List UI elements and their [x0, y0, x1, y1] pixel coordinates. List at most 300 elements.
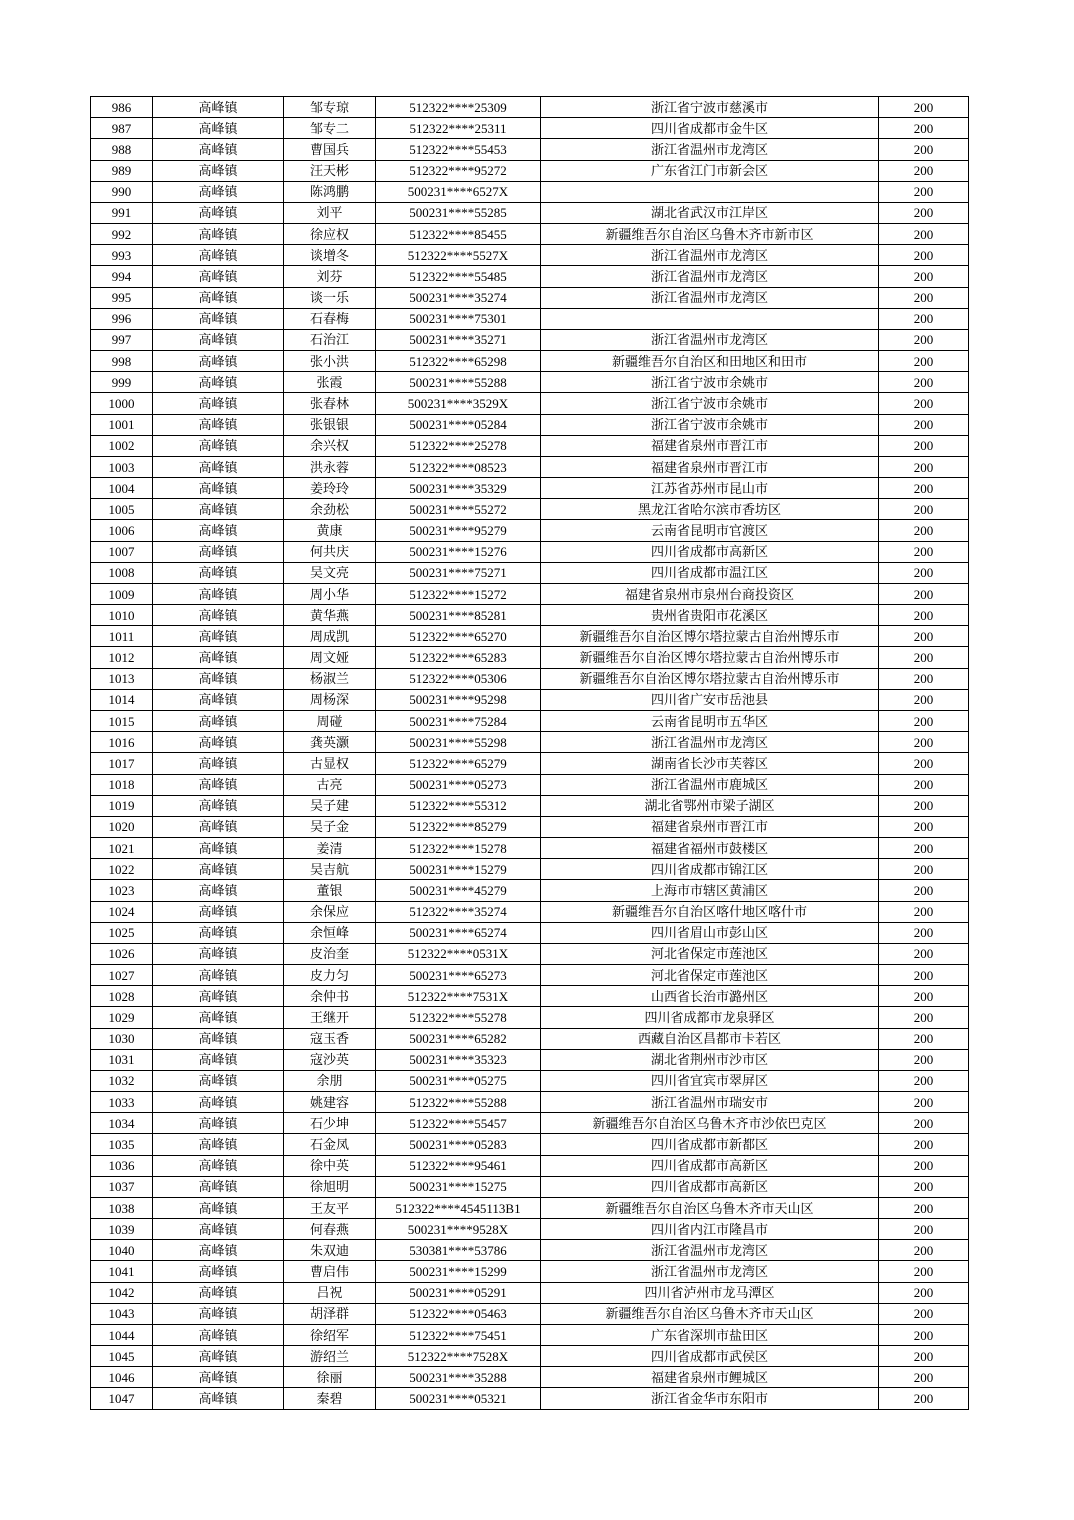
- cell-region: 浙江省宁波市慈溪市: [541, 97, 879, 118]
- cell-id-number: 512322****85455: [376, 224, 541, 245]
- cell-id-number: 500231****05291: [376, 1282, 541, 1303]
- cell-amount: 200: [879, 816, 969, 837]
- cell-amount: 200: [879, 1070, 969, 1091]
- table-row: [91, 1049, 969, 1070]
- cell-town: 高峰镇: [153, 901, 284, 922]
- table-row: [91, 1367, 969, 1388]
- cell-amount: 200: [879, 1176, 969, 1197]
- cell-amount: 200: [879, 456, 969, 477]
- cell-amount: 200: [879, 245, 969, 266]
- cell-person-name: 邹专二: [284, 118, 376, 139]
- cell-amount: 200: [879, 1049, 969, 1070]
- table-row: [91, 139, 969, 160]
- cell-id-number: 500231****05283: [376, 1134, 541, 1155]
- cell-amount: 200: [879, 1303, 969, 1324]
- cell-serial: 1027: [91, 965, 153, 986]
- cell-region: 福建省福州市鼓楼区: [541, 838, 879, 859]
- cell-town: 高峰镇: [153, 689, 284, 710]
- table-row: [91, 1388, 969, 1410]
- cell-town: 高峰镇: [153, 202, 284, 223]
- cell-region: 湖南省长沙市芙蓉区: [541, 753, 879, 774]
- cell-region: 四川省成都市龙泉驿区: [541, 1007, 879, 1028]
- table-row: [91, 859, 969, 880]
- cell-serial: 1003: [91, 456, 153, 477]
- cell-town: 高峰镇: [153, 1219, 284, 1240]
- cell-amount: 200: [879, 922, 969, 943]
- cell-serial: 996: [91, 308, 153, 329]
- cell-serial: 1008: [91, 562, 153, 583]
- records-table: [90, 96, 969, 1410]
- cell-id-number: 512322****65298: [376, 351, 541, 372]
- cell-serial: 995: [91, 287, 153, 308]
- cell-id-number: 512322****05306: [376, 668, 541, 689]
- cell-region: [541, 308, 879, 329]
- cell-person-name: 石治江: [284, 329, 376, 350]
- cell-town: 高峰镇: [153, 880, 284, 901]
- cell-person-name: 王友平: [284, 1197, 376, 1218]
- cell-region: [541, 181, 879, 202]
- cell-person-name: 石金凤: [284, 1134, 376, 1155]
- cell-serial: 1018: [91, 774, 153, 795]
- table-row: [91, 1092, 969, 1113]
- table-row: [91, 605, 969, 626]
- cell-town: 高峰镇: [153, 965, 284, 986]
- cell-region: 四川省成都市武侯区: [541, 1346, 879, 1367]
- table-row: [91, 520, 969, 541]
- cell-id-number: 500231****05321: [376, 1388, 541, 1410]
- cell-serial: 1004: [91, 478, 153, 499]
- cell-serial: 1035: [91, 1134, 153, 1155]
- cell-town: 高峰镇: [153, 266, 284, 287]
- cell-region: 四川省成都市新都区: [541, 1134, 879, 1155]
- cell-id-number: 500231****55298: [376, 732, 541, 753]
- cell-id-number: 512322****95461: [376, 1155, 541, 1176]
- cell-region: 江苏省苏州市昆山市: [541, 478, 879, 499]
- cell-amount: 200: [879, 287, 969, 308]
- cell-id-number: 512322****7531X: [376, 986, 541, 1007]
- cell-serial: 1043: [91, 1303, 153, 1324]
- cell-person-name: 余朋: [284, 1070, 376, 1091]
- cell-region: 浙江省温州市鹿城区: [541, 774, 879, 795]
- cell-id-number: 500231****35323: [376, 1049, 541, 1070]
- table-row: [91, 795, 969, 816]
- cell-id-number: 500231****35329: [376, 478, 541, 499]
- cell-person-name: 寇沙英: [284, 1049, 376, 1070]
- cell-serial: 1031: [91, 1049, 153, 1070]
- cell-person-name: 张霞: [284, 372, 376, 393]
- cell-id-number: 500231****55288: [376, 372, 541, 393]
- cell-id-number: 500231****6527X: [376, 181, 541, 202]
- cell-id-number: 500231****05273: [376, 774, 541, 795]
- cell-person-name: 黄华燕: [284, 605, 376, 626]
- table-row: [91, 1070, 969, 1091]
- cell-serial: 1022: [91, 859, 153, 880]
- cell-serial: 986: [91, 97, 153, 118]
- table-row: [91, 922, 969, 943]
- cell-person-name: 徐旭明: [284, 1176, 376, 1197]
- cell-serial: 993: [91, 245, 153, 266]
- table-row: [91, 710, 969, 731]
- cell-town: 高峰镇: [153, 1324, 284, 1345]
- cell-amount: 200: [879, 1367, 969, 1388]
- cell-person-name: 石春梅: [284, 308, 376, 329]
- cell-town: 高峰镇: [153, 308, 284, 329]
- cell-person-name: 游绍兰: [284, 1346, 376, 1367]
- cell-serial: 1026: [91, 943, 153, 964]
- cell-region: 四川省眉山市彭山区: [541, 922, 879, 943]
- cell-region: 浙江省温州市龙湾区: [541, 329, 879, 350]
- cell-town: 高峰镇: [153, 710, 284, 731]
- cell-serial: 1009: [91, 583, 153, 604]
- cell-person-name: 寇玉香: [284, 1028, 376, 1049]
- cell-amount: 200: [879, 647, 969, 668]
- table-row: [91, 181, 969, 202]
- cell-town: 高峰镇: [153, 1388, 284, 1410]
- cell-person-name: 洪永蓉: [284, 456, 376, 477]
- cell-serial: 1016: [91, 732, 153, 753]
- cell-amount: 200: [879, 1113, 969, 1134]
- cell-region: 四川省成都市温江区: [541, 562, 879, 583]
- cell-id-number: 500231****3529X: [376, 393, 541, 414]
- cell-serial: 1025: [91, 922, 153, 943]
- cell-amount: 200: [879, 181, 969, 202]
- cell-town: 高峰镇: [153, 478, 284, 499]
- cell-town: 高峰镇: [153, 456, 284, 477]
- cell-town: 高峰镇: [153, 160, 284, 181]
- table-row: [91, 668, 969, 689]
- cell-region: 上海市市辖区黄浦区: [541, 880, 879, 901]
- cell-id-number: 512322****65279: [376, 753, 541, 774]
- cell-town: 高峰镇: [153, 732, 284, 753]
- table-row: [91, 943, 969, 964]
- table-row: [91, 478, 969, 499]
- cell-serial: 988: [91, 139, 153, 160]
- cell-id-number: 512322****05463: [376, 1303, 541, 1324]
- table-row: [91, 393, 969, 414]
- cell-amount: 200: [879, 1219, 969, 1240]
- cell-person-name: 黄康: [284, 520, 376, 541]
- cell-person-name: 古亮: [284, 774, 376, 795]
- cell-serial: 1030: [91, 1028, 153, 1049]
- table-row: [91, 774, 969, 795]
- cell-id-number: 500231****35288: [376, 1367, 541, 1388]
- cell-amount: 200: [879, 97, 969, 118]
- cell-id-number: 512322****25278: [376, 435, 541, 456]
- cell-town: 高峰镇: [153, 372, 284, 393]
- table-row: [91, 1282, 969, 1303]
- cell-amount: 200: [879, 160, 969, 181]
- cell-amount: 200: [879, 1197, 969, 1218]
- cell-region: 黑龙江省哈尔滨市香坊区: [541, 499, 879, 520]
- cell-person-name: 陈鸿鹏: [284, 181, 376, 202]
- cell-serial: 1001: [91, 414, 153, 435]
- cell-region: 福建省泉州市泉州台商投资区: [541, 583, 879, 604]
- table-row: [91, 965, 969, 986]
- cell-id-number: 512322****25309: [376, 97, 541, 118]
- cell-person-name: 徐丽: [284, 1367, 376, 1388]
- cell-region: 广东省深圳市盐田区: [541, 1324, 879, 1345]
- table-row: [91, 266, 969, 287]
- cell-id-number: 500231****65274: [376, 922, 541, 943]
- cell-amount: 200: [879, 1388, 969, 1410]
- cell-amount: 200: [879, 372, 969, 393]
- cell-person-name: 何春燕: [284, 1219, 376, 1240]
- cell-amount: 200: [879, 118, 969, 139]
- cell-town: 高峰镇: [153, 1049, 284, 1070]
- cell-id-number: 512322****0531X: [376, 943, 541, 964]
- cell-amount: 200: [879, 774, 969, 795]
- cell-id-number: 512322****25311: [376, 118, 541, 139]
- cell-town: 高峰镇: [153, 224, 284, 245]
- cell-serial: 998: [91, 351, 153, 372]
- table-row: [91, 1176, 969, 1197]
- table-row: [91, 753, 969, 774]
- cell-amount: 200: [879, 202, 969, 223]
- cell-person-name: 吴吉航: [284, 859, 376, 880]
- cell-town: 高峰镇: [153, 97, 284, 118]
- cell-town: 高峰镇: [153, 1028, 284, 1049]
- cell-person-name: 谈增冬: [284, 245, 376, 266]
- cell-region: 新疆维吾尔自治区乌鲁木齐市沙依巴克区: [541, 1113, 879, 1134]
- cell-id-number: 512322****35274: [376, 901, 541, 922]
- cell-person-name: 余兴权: [284, 435, 376, 456]
- cell-person-name: 张小洪: [284, 351, 376, 372]
- cell-id-number: 500231****95279: [376, 520, 541, 541]
- table-row: [91, 1346, 969, 1367]
- cell-serial: 1033: [91, 1092, 153, 1113]
- table-row: [91, 372, 969, 393]
- cell-serial: 1039: [91, 1219, 153, 1240]
- cell-id-number: 530381****53786: [376, 1240, 541, 1261]
- cell-id-number: 500231****9528X: [376, 1219, 541, 1240]
- cell-town: 高峰镇: [153, 1155, 284, 1176]
- cell-region: 福建省泉州市晋江市: [541, 456, 879, 477]
- cell-person-name: 姜清: [284, 838, 376, 859]
- cell-region: 四川省内江市隆昌市: [541, 1219, 879, 1240]
- cell-id-number: 512322****7528X: [376, 1346, 541, 1367]
- cell-amount: 200: [879, 753, 969, 774]
- cell-serial: 1045: [91, 1346, 153, 1367]
- cell-person-name: 余劲松: [284, 499, 376, 520]
- cell-person-name: 徐应权: [284, 224, 376, 245]
- cell-town: 高峰镇: [153, 499, 284, 520]
- table-row: [91, 1155, 969, 1176]
- cell-region: 河北省保定市莲池区: [541, 965, 879, 986]
- cell-id-number: 512322****55457: [376, 1113, 541, 1134]
- table-row: [91, 308, 969, 329]
- cell-serial: 1013: [91, 668, 153, 689]
- cell-person-name: 胡泽群: [284, 1303, 376, 1324]
- cell-serial: 989: [91, 160, 153, 181]
- cell-person-name: 谈一乐: [284, 287, 376, 308]
- cell-town: 高峰镇: [153, 1240, 284, 1261]
- cell-person-name: 张银银: [284, 414, 376, 435]
- cell-amount: 200: [879, 1324, 969, 1345]
- cell-serial: 1002: [91, 435, 153, 456]
- cell-person-name: 刘芬: [284, 266, 376, 287]
- cell-town: 高峰镇: [153, 1134, 284, 1155]
- cell-amount: 200: [879, 1134, 969, 1155]
- cell-id-number: 500231****35271: [376, 329, 541, 350]
- cell-person-name: 曹国兵: [284, 139, 376, 160]
- cell-person-name: 邹专琼: [284, 97, 376, 118]
- cell-town: 高峰镇: [153, 668, 284, 689]
- cell-amount: 200: [879, 520, 969, 541]
- table-row: [91, 245, 969, 266]
- cell-serial: 1017: [91, 753, 153, 774]
- cell-serial: 1005: [91, 499, 153, 520]
- cell-amount: 200: [879, 943, 969, 964]
- cell-amount: 200: [879, 139, 969, 160]
- cell-amount: 200: [879, 1092, 969, 1113]
- cell-amount: 200: [879, 393, 969, 414]
- cell-region: 湖北省武汉市江岸区: [541, 202, 879, 223]
- cell-town: 高峰镇: [153, 795, 284, 816]
- cell-region: 新疆维吾尔自治区和田地区和田市: [541, 351, 879, 372]
- cell-serial: 1044: [91, 1324, 153, 1345]
- cell-region: 四川省成都市金牛区: [541, 118, 879, 139]
- table-row: [91, 689, 969, 710]
- cell-amount: 200: [879, 478, 969, 499]
- cell-id-number: 500231****35274: [376, 287, 541, 308]
- cell-serial: 1019: [91, 795, 153, 816]
- cell-region: 四川省广安市岳池县: [541, 689, 879, 710]
- cell-region: 浙江省温州市龙湾区: [541, 1261, 879, 1282]
- cell-town: 高峰镇: [153, 1197, 284, 1218]
- cell-amount: 200: [879, 499, 969, 520]
- cell-region: 浙江省温州市龙湾区: [541, 245, 879, 266]
- cell-person-name: 吴子金: [284, 816, 376, 837]
- cell-id-number: 512322****55312: [376, 795, 541, 816]
- cell-serial: 1015: [91, 710, 153, 731]
- table-row: [91, 118, 969, 139]
- cell-serial: 1040: [91, 1240, 153, 1261]
- cell-person-name: 周碰: [284, 710, 376, 731]
- cell-town: 高峰镇: [153, 541, 284, 562]
- table-row: [91, 816, 969, 837]
- cell-region: 云南省昆明市五华区: [541, 710, 879, 731]
- table-row: [91, 986, 969, 1007]
- cell-town: 高峰镇: [153, 562, 284, 583]
- cell-serial: 997: [91, 329, 153, 350]
- cell-person-name: 王继开: [284, 1007, 376, 1028]
- cell-id-number: 500231****05275: [376, 1070, 541, 1091]
- cell-region: 贵州省贵阳市花溪区: [541, 605, 879, 626]
- cell-serial: 1023: [91, 880, 153, 901]
- table-row: [91, 160, 969, 181]
- table-row: [91, 351, 969, 372]
- cell-town: 高峰镇: [153, 986, 284, 1007]
- cell-serial: 1007: [91, 541, 153, 562]
- cell-id-number: 512322****08523: [376, 456, 541, 477]
- cell-amount: 200: [879, 266, 969, 287]
- cell-region: 四川省成都市高新区: [541, 1176, 879, 1197]
- cell-region: 福建省泉州市晋江市: [541, 435, 879, 456]
- cell-region: 湖北省荆州市沙市区: [541, 1049, 879, 1070]
- cell-town: 高峰镇: [153, 1070, 284, 1091]
- cell-id-number: 512322****4545113B1: [376, 1197, 541, 1218]
- cell-serial: 1042: [91, 1282, 153, 1303]
- cell-person-name: 张春林: [284, 393, 376, 414]
- cell-region: 浙江省宁波市余姚市: [541, 393, 879, 414]
- cell-town: 高峰镇: [153, 1113, 284, 1134]
- cell-serial: 1041: [91, 1261, 153, 1282]
- table-row: [91, 1113, 969, 1134]
- cell-serial: 1011: [91, 626, 153, 647]
- cell-town: 高峰镇: [153, 118, 284, 139]
- cell-person-name: 杨淑兰: [284, 668, 376, 689]
- cell-id-number: 500231****15299: [376, 1261, 541, 1282]
- table-row: [91, 583, 969, 604]
- cell-person-name: 皮治奎: [284, 943, 376, 964]
- cell-region: 四川省成都市锦江区: [541, 859, 879, 880]
- cell-serial: 1037: [91, 1176, 153, 1197]
- cell-id-number: 500231****15275: [376, 1176, 541, 1197]
- cell-id-number: 512322****55288: [376, 1092, 541, 1113]
- cell-id-number: 512322****95272: [376, 160, 541, 181]
- cell-region: 浙江省宁波市余姚市: [541, 372, 879, 393]
- table-row: [91, 1324, 969, 1345]
- table-row: [91, 287, 969, 308]
- cell-town: 高峰镇: [153, 1007, 284, 1028]
- table-row: [91, 456, 969, 477]
- cell-serial: 1021: [91, 838, 153, 859]
- cell-town: 高峰镇: [153, 351, 284, 372]
- cell-serial: 1006: [91, 520, 153, 541]
- cell-amount: 200: [879, 329, 969, 350]
- cell-town: 高峰镇: [153, 181, 284, 202]
- cell-id-number: 500231****95298: [376, 689, 541, 710]
- cell-person-name: 董银: [284, 880, 376, 901]
- cell-town: 高峰镇: [153, 329, 284, 350]
- cell-person-name: 吕祝: [284, 1282, 376, 1303]
- cell-person-name: 徐中英: [284, 1155, 376, 1176]
- cell-amount: 200: [879, 668, 969, 689]
- cell-amount: 200: [879, 351, 969, 372]
- cell-person-name: 朱双迪: [284, 1240, 376, 1261]
- cell-id-number: 500231****55285: [376, 202, 541, 223]
- table-row: [91, 880, 969, 901]
- cell-town: 高峰镇: [153, 287, 284, 308]
- cell-region: 西藏自治区昌都市卡若区: [541, 1028, 879, 1049]
- cell-town: 高峰镇: [153, 435, 284, 456]
- cell-id-number: 512322****85279: [376, 816, 541, 837]
- table-row: [91, 202, 969, 223]
- cell-id-number: 500231****15276: [376, 541, 541, 562]
- cell-town: 高峰镇: [153, 1092, 284, 1113]
- cell-serial: 990: [91, 181, 153, 202]
- cell-region: 四川省宜宾市翠屏区: [541, 1070, 879, 1091]
- table-row: [91, 838, 969, 859]
- cell-amount: 200: [879, 859, 969, 880]
- cell-town: 高峰镇: [153, 245, 284, 266]
- cell-region: 福建省泉州市鲤城区: [541, 1367, 879, 1388]
- cell-serial: 1029: [91, 1007, 153, 1028]
- cell-amount: 200: [879, 689, 969, 710]
- table-row: [91, 1240, 969, 1261]
- cell-region: 浙江省温州市龙湾区: [541, 287, 879, 308]
- cell-person-name: 刘平: [284, 202, 376, 223]
- cell-serial: 1038: [91, 1197, 153, 1218]
- cell-region: 浙江省温州市龙湾区: [541, 139, 879, 160]
- cell-serial: 999: [91, 372, 153, 393]
- cell-id-number: 500231****15279: [376, 859, 541, 880]
- cell-amount: 200: [879, 1261, 969, 1282]
- cell-amount: 200: [879, 710, 969, 731]
- cell-region: 云南省昆明市官渡区: [541, 520, 879, 541]
- table-row: [91, 1261, 969, 1282]
- cell-serial: 1024: [91, 901, 153, 922]
